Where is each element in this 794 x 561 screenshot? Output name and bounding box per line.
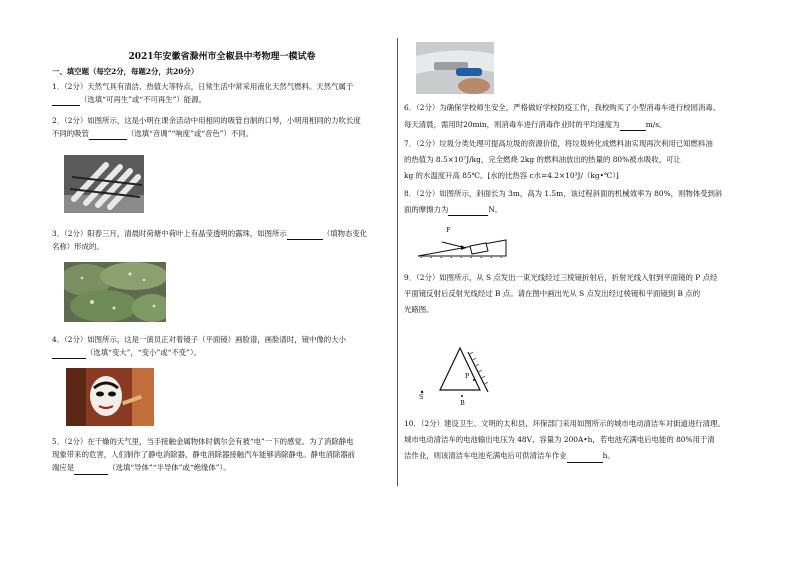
q9-line2: 平面镜反射后反射光线经过 B 点。请在图中画出光从 S 点发出经过棱镜和平面镜到 B 点的 xyxy=(404,289,701,299)
q7-line1: 7．（2分）垃圾分类处理可提高垃圾的资源价值，将垃圾转化成燃料油实现再次利用已知燃料油 xyxy=(404,139,713,148)
column-divider xyxy=(397,38,398,486)
question-8 xyxy=(404,187,744,216)
q6-answer-blank[interactable] xyxy=(620,121,646,131)
question-7 xyxy=(404,137,744,183)
q8-answer-blank[interactable] xyxy=(448,206,488,216)
question-3 xyxy=(52,227,392,253)
q1-line1: 1．（2分）天然气具有清洁、热值大等特点，日常生活中常采用液化天然气燃料。天然气属于 xyxy=(52,82,354,91)
q3-line1: 3．（2分）阳春三月，清晨时荷塘中荷叶上有晶莹透明的露珠，如图所示 （填物态变化 xyxy=(52,227,392,240)
q8-line2: 面的摩擦力为 N。 xyxy=(404,203,744,216)
q1-answer-blank[interactable] xyxy=(52,96,80,106)
question-10 xyxy=(404,417,744,463)
prism-mirror-diagram xyxy=(414,342,504,410)
q4-line1: 4．（2分）如图所示，这是一演员正对着镜子（平面镜）画脸谱，画脸谱时，镜中像的大小 xyxy=(52,335,346,344)
q10-line2: 城市电动清洁车的电池输出电压为 48V、容量为 200A•h，若电池充满电后电能的 80%用于清 xyxy=(404,435,715,445)
point-b-label: B xyxy=(460,399,465,407)
q9-line1: 9．（2分）如图所示，从 S 点发出一束光线经过三棱镜折射后，折射光线入射到平面镜的 P 点经 xyxy=(404,273,718,282)
point-s-label: S xyxy=(419,393,424,401)
question-5 xyxy=(52,435,392,475)
section-heading: 一、填空题（每空2分，每题2分，共20分） xyxy=(52,67,199,76)
q10-line1: 10．（2分）建设卫生、文明的太和县，环保部门采用如图所示的城市电动清洁车对街道进行清理。 xyxy=(404,419,725,428)
lotus-dew-photo xyxy=(64,262,166,322)
question-6 xyxy=(404,101,744,131)
q7-line3: kg 的水温度升高 85℃。[水的比热容 c水=4.2×10³J/（kg•℃）] xyxy=(404,171,619,181)
q5-line3: 端应是 （选填“导体”“半导体”或“绝缘体”）。 xyxy=(52,461,392,474)
q4-answer-blank[interactable] xyxy=(52,349,86,359)
q10-line3: 洁作业，则该清洁车电池充满电后可供清洁车作业 h。 xyxy=(404,449,744,462)
q8-line1: 8．（2分）如图所示，斜面长为 3m，高为 1.5m，该过程斜面的机械效率为 80%，则物体受到斜 xyxy=(404,189,723,198)
face-painting-photo xyxy=(66,368,154,426)
q3-answer-blank[interactable] xyxy=(287,230,323,240)
question-1 xyxy=(52,80,392,106)
q10-answer-blank[interactable] xyxy=(567,453,603,463)
page-title: 2021年安徽省滁州市全椒县中考物理一模试卷 xyxy=(128,52,316,62)
straw-harmonica-photo xyxy=(64,155,144,213)
question-9 xyxy=(404,271,744,317)
question-4 xyxy=(52,333,392,359)
q7-line2: 的热值为 8.5×10⁷J/kg，完全燃烧 2kg 的燃料油放出的热量的 80%被水吸收，可让 xyxy=(404,155,681,165)
force-label: F xyxy=(446,226,451,234)
q1-line2: （选填“可再生”或“不可再生”）能源。 xyxy=(52,93,392,106)
q4-line2: （选填“变大”，“变小”或“不变”）。 xyxy=(52,346,392,359)
incline-diagram xyxy=(416,226,508,258)
q6-line2: 每天清晨，需用时20min，则消毒车进行消毒作业时的平均速度为 m/s。 xyxy=(404,118,744,131)
q2-answer-blank[interactable] xyxy=(89,130,127,140)
q9-line3: 光路图。 xyxy=(404,305,434,315)
q5-answer-blank[interactable] xyxy=(74,465,108,475)
question-2 xyxy=(52,114,392,140)
q5-line2: 现象带来的危害，人们制作了静电消除器，静电消除器接触汽车能够消除静电。静电消除器前 xyxy=(52,450,356,460)
q2-line1: 2．（2分）如图所示，这是小明在课余活动中用相同的吸管自制的口琴，小明用相同的力吹长度 xyxy=(52,116,361,125)
q3-line2: 名称）形成的。 xyxy=(52,242,104,252)
point-p-label: P xyxy=(465,372,470,380)
q2-line2: 不同的吸管 （选填“音调”“响度”或“音色”）不同。 xyxy=(52,127,392,140)
q5-line1: 5．（2分）在干燥的天气里，当手接触金属物体时偶尔会有被“电”一下的感觉。为了消除静电 xyxy=(52,437,354,446)
static-eliminator-photo xyxy=(416,42,494,94)
q6-line1: 6．（2分）为确保学校师生安全，严格做好学校防疫工作，我校购买了小型消毒车进行校园消毒。 xyxy=(404,103,721,112)
